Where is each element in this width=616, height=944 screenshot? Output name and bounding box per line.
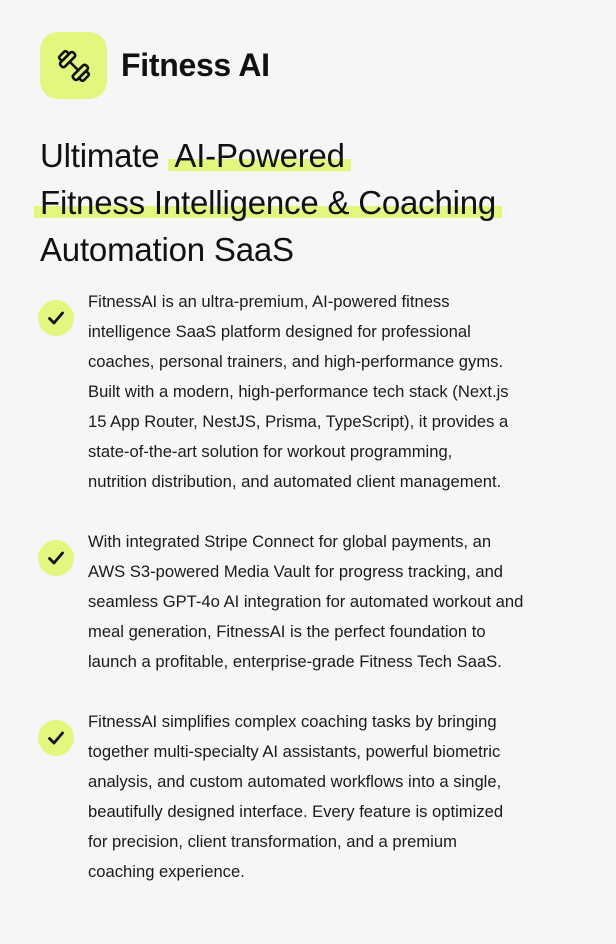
feature-line: 15 App Router, NestJS, Prisma, TypeScript), it provides a bbox=[88, 412, 509, 431]
feature-item bbox=[38, 292, 588, 497]
feature-line: Built with a modern, high-performance tech stack (Next.js bbox=[88, 382, 509, 401]
headline-text: Ultimate bbox=[40, 137, 169, 174]
feature-line: With integrated Stripe Connect for global payments, an bbox=[88, 532, 492, 551]
feature-line: beautifully designed interface. Every feature is optimized bbox=[88, 802, 504, 821]
page-headline bbox=[40, 132, 502, 273]
feature-item bbox=[38, 712, 588, 887]
feature-line: coaching experience. bbox=[88, 862, 245, 881]
headline-line-1 bbox=[40, 132, 502, 179]
feature-item bbox=[38, 532, 588, 677]
check-badge bbox=[38, 720, 74, 756]
feature-line: together multi-specialty AI assistants, powerful biometric bbox=[88, 742, 501, 761]
check-badge bbox=[38, 300, 74, 336]
headline-highlight: AI-Powered bbox=[168, 137, 350, 174]
headline-text: Automation SaaS bbox=[40, 231, 294, 268]
feature-line: FitnessAI is an ultra-premium, AI-powered fitness bbox=[88, 292, 450, 311]
headline-line-3 bbox=[40, 226, 502, 273]
feature-line: FitnessAI simplifies complex coaching tasks by bringing bbox=[88, 712, 497, 731]
check-icon bbox=[46, 308, 66, 328]
feature-line: meal generation, FitnessAI is the perfect foundation to bbox=[88, 622, 486, 641]
logo-tile bbox=[40, 32, 107, 99]
feature-line: seamless GPT-4o AI integration for automated workout and bbox=[88, 592, 524, 611]
feature-line: coaches, personal trainers, and high-performance gyms. bbox=[88, 352, 504, 371]
feature-description bbox=[88, 527, 588, 677]
check-icon bbox=[46, 728, 66, 748]
brand-header bbox=[40, 32, 270, 99]
feature-line: for precision, client transformation, and a premium bbox=[88, 832, 457, 851]
feature-line: analysis, and custom automated workflows into a single, bbox=[88, 772, 502, 791]
feature-description bbox=[88, 287, 588, 497]
feature-line: AWS S3-powered Media Vault for progress tracking, and bbox=[88, 562, 504, 581]
feature-description bbox=[88, 707, 588, 887]
feature-line: launch a profitable, enterprise-grade Fitness Tech SaaS. bbox=[88, 652, 502, 671]
check-icon bbox=[46, 548, 66, 568]
dumbbell-icon bbox=[54, 46, 94, 86]
brand-name: Fitness AI bbox=[121, 47, 270, 83]
feature-line: nutrition distribution, and automated client management. bbox=[88, 472, 502, 491]
feature-line: intelligence SaaS platform designed for professional bbox=[88, 322, 471, 341]
feature-line: state-of-the-art solution for workout programming, bbox=[88, 442, 453, 461]
check-badge bbox=[38, 540, 74, 576]
headline-highlight: Fitness Intelligence & Coaching bbox=[34, 184, 502, 221]
headline-line-2 bbox=[40, 179, 502, 226]
